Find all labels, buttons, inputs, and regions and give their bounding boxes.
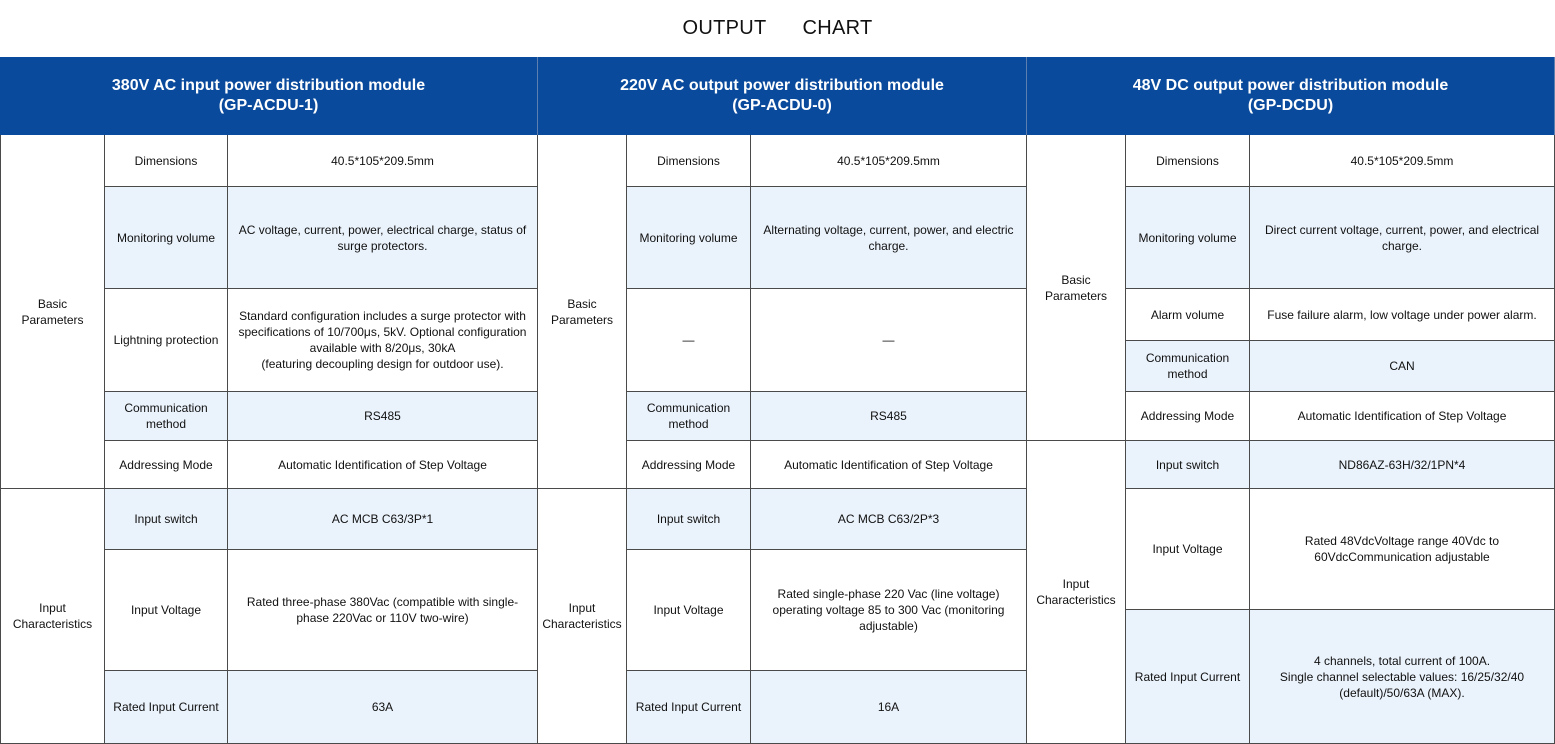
param-label: Monitoring volume (1126, 187, 1250, 289)
param-value: — (751, 289, 1027, 392)
param-value: 63A (228, 671, 538, 744)
param-value: 40.5*105*209.5mm (751, 135, 1027, 187)
param-label: Addressing Mode (627, 441, 751, 489)
group-label: Input Characteristics (0, 489, 105, 744)
param-value: AC MCB C63/3P*1 (228, 489, 538, 550)
module-title: 48V DC output power distribution module (1132, 77, 1449, 94)
module-model: (GP-DCDU) (1247, 97, 1334, 114)
param-label: Input switch (627, 489, 751, 550)
group-label: Input Characteristics (1027, 441, 1126, 744)
param-label: Communication method (627, 392, 751, 441)
param-label: Input switch (1126, 441, 1250, 489)
param-value: ND86AZ-63H/32/1PN*4 (1250, 441, 1555, 489)
param-label: Communication method (105, 392, 228, 441)
param-label: Rated Input Current (105, 671, 228, 744)
param-label: — (627, 289, 751, 392)
title-chart: CHART (802, 17, 873, 39)
param-value: CAN (1250, 341, 1555, 392)
module-title: 220V AC output power distribution module (620, 77, 944, 94)
param-label: Lightning protection (105, 289, 228, 392)
param-value: 40.5*105*209.5mm (1250, 135, 1555, 187)
param-value: Rated 48VdcVoltage range 40Vdc to 60VdcCommunication adjustable (1250, 489, 1555, 610)
param-label: Input switch (105, 489, 228, 550)
param-label: Input Voltage (105, 550, 228, 671)
param-label: Addressing Mode (105, 441, 228, 489)
param-label: Input Voltage (1126, 489, 1250, 610)
group-label: Input Characteristics (538, 489, 627, 744)
param-label: Addressing Mode (1126, 392, 1250, 441)
param-value: AC voltage, current, power, electrical charge, status of surge protectors. (228, 187, 538, 289)
param-label: Dimensions (105, 135, 228, 187)
param-value: 16A (751, 671, 1027, 744)
param-value: Automatic Identification of Step Voltage (228, 441, 538, 489)
param-value: Rated single-phase 220 Vac (line voltage) operating voltage 85 to 300 Vac (monitoring adjustable) (751, 550, 1027, 671)
param-label: Rated Input Current (1126, 610, 1250, 744)
module-header-2 (1027, 57, 1555, 135)
param-label: Dimensions (627, 135, 751, 187)
param-value: 4 channels, total current of 100A. Single channel selectable values: 16/25/32/40 (default)/50/63A (MAX). (1250, 610, 1555, 744)
param-value: RS485 (751, 392, 1027, 441)
param-value: Automatic Identification of Step Voltage (1250, 392, 1555, 441)
param-value: Direct current voltage, current, power, and electrical charge. (1250, 187, 1555, 289)
param-value: Automatic Identification of Step Voltage (751, 441, 1027, 489)
group-label: Basic Parameters (0, 135, 105, 489)
module-header-1 (538, 57, 1027, 135)
param-label: Alarm volume (1126, 289, 1250, 341)
group-label: Basic Parameters (538, 135, 627, 489)
group-label: Basic Parameters (1027, 135, 1126, 441)
param-value: RS485 (228, 392, 538, 441)
module-title: 380V AC input power distribution module (111, 77, 426, 94)
param-value: Rated three-phase 380Vac (compatible with single-phase 220Vac or 110V two-wire) (228, 550, 538, 671)
module-header-0 (0, 57, 538, 135)
param-label: Communication method (1126, 341, 1250, 392)
module-model: (GP-ACDU-0) (732, 97, 832, 114)
chart-title (0, 0, 1555, 57)
module-model: (GP-ACDU-1) (218, 97, 319, 114)
param-label: Monitoring volume (627, 187, 751, 289)
param-value: Standard configuration includes a surge protector with specifications of 10/700μs, 5kV. Optional configuration available with 8/20μs, 30kA (featuring decoupling design for outdoor use). (228, 289, 538, 392)
title-output: OUTPUT (682, 17, 767, 39)
param-label: Monitoring volume (105, 187, 228, 289)
param-value: Fuse failure alarm, low voltage under power alarm. (1250, 289, 1555, 341)
param-label: Dimensions (1126, 135, 1250, 187)
param-value: Alternating voltage, current, power, and electric charge. (751, 187, 1027, 289)
param-value: 40.5*105*209.5mm (228, 135, 538, 187)
param-label: Input Voltage (627, 550, 751, 671)
param-label: Rated Input Current (627, 671, 751, 744)
param-value: AC MCB C63/2P*3 (751, 489, 1027, 550)
